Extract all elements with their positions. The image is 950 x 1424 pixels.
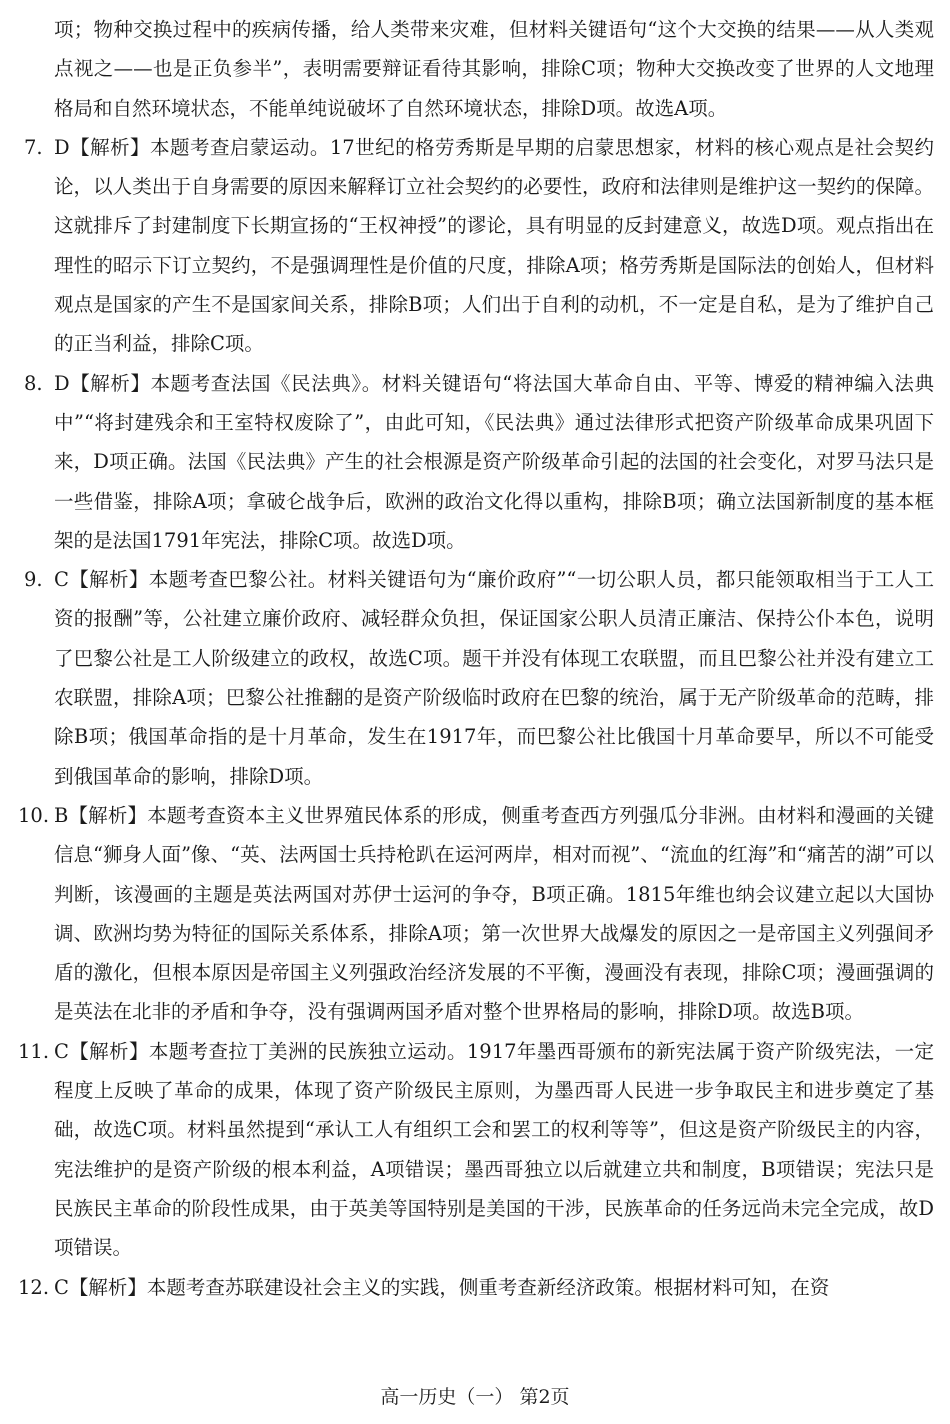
item-number: 11. — [18, 1039, 50, 1063]
answer-item-10 — [18, 796, 934, 1032]
item-number: 7. — [24, 135, 43, 159]
item-text: B【解析】本题考查资本主义世界殖民体系的形成，侧重考查西方列强瓜分非洲。由材料和漫画的关键信息“狮身人面”像、“英、法两国士兵持枪趴在运河两岸，相对而视”、“流血的红海”和“痛苦的湖”可以判断，该漫画的主题是英法两国对苏伊士运河的争夺，B项正确。1815年维也纳会议建立起以大国协调、欧洲均势为特征的国际关系体系，排除A项；第一次世界大战爆发的原因之一是帝国主义列强间矛盾的激化，但根本原因是帝国主义列强政治经济发展的不平衡，漫画没有表现，排除C项；漫画强调的是英法在北非的矛盾和争夺，没有强调两国矛盾对整个世界格局的影响，排除D项。故选B项。 — [54, 803, 934, 1024]
page-footer: 高一历史（一） 第2页 — [380, 1386, 570, 1408]
item-number: 12. — [18, 1275, 50, 1299]
item-text: D【解析】本题考查启蒙运动。17世纪的格劳秀斯是早期的启蒙思想家，材料的核心观点是社会契约论，以人类出于自身需要的原因来解释订立社会契约的必要性，政府和法律则是维护这一契约的保障。这就排斥了封建制度下长期宣扬的“王权神授”的谬论，具有明显的反封建意义，故选D项。观点指出在理性的昭示下订立契约，不是强调理性是价值的尺度，排除A项；格劳秀斯是国际法的创始人，但材料观点是国家的产生不是国家间关系，排除B项；人们出于自利的动机，不一定是自私，是为了维护自己的正当利益，排除C项。 — [54, 135, 934, 356]
item-text: C【解析】本题考查苏联建设社会主义的实践，侧重考查新经济政策。根据材料可知，在资 — [54, 1275, 830, 1299]
answer-item-7 — [24, 128, 934, 364]
answer-item-9 — [24, 560, 934, 796]
item-text: D【解析】本题考查法国《民法典》。材料关键语句“将法国大革命自由、平等、博爱的精神编入法典中”“将封建残余和王室特权废除了”，由此可知，《民法典》通过法律形式把资产阶级革命成果巩固下来，D项正确。法国《民法典》产生的社会根源是资产阶级革命引起的法国的社会变化，对罗马法只是一些借鉴，排除A项；拿破仑战争后，欧洲的政治文化得以重构，排除B项；确立法国新制度的基本框架的是法国1791年宪法，排除C项。故选D项。 — [54, 371, 934, 552]
item-number: 9. — [24, 568, 43, 592]
item-number: 10. — [18, 803, 50, 827]
answer-item-8 — [24, 364, 934, 560]
answer-item-11 — [18, 1032, 934, 1268]
item-number: 8. — [24, 371, 43, 395]
answer-item-12 — [18, 1268, 934, 1307]
item-text: C【解析】本题考查巴黎公社。材料关键语句为“廉价政府”“一切公职人员，都只能领取相当于工人工资的报酬”等，公社建立廉价政府、减轻群众负担，保证国家公职人员清正廉洁、保持公仆本色，说明了巴黎公社是工人阶级建立的政权，故选C项。题干并没有体现工农联盟，而且巴黎公社并没有建立工农联盟，排除A项；巴黎公社推翻的是资产阶级临时政府在巴黎的统治，属于无产阶级革命的范畴，排除B项；俄国革命指的是十月革命，发生在1917年，而巴黎公社比俄国十月革命要早，所以不可能受到俄国革命的影响，排除D项。 — [54, 568, 934, 788]
item-text: C【解析】本题考查拉丁美洲的民族独立运动。1917年墨西哥颁布的新宪法属于资产阶级宪法，一定程度上反映了革命的成果，体现了资产阶级民主原则，为墨西哥人民进一步争取民主和进步奠定了基础，故选C项。材料虽然提到“承认工人有组织工会和罢工的权利等等”，但这是资产阶级民主的内容，宪法维护的是资产阶级的根本利益，A项错误；墨西哥独立以后就建立共和制度，B项错误；宪法只是民族民主革命的阶段性成果，由于英美等国特别是美国的干涉，民族革命的任务远尚未完全完成，故D项错误。 — [54, 1039, 934, 1260]
previous-item-continuation: 项；物种交换过程中的疾病传播，给人类带来灾难，但材料关键语句“这个大交换的结果——从人类观点视之——也是正负参半”，表明需要辩证看待其影响，排除C项；物种大交换改变了世界的人文地理格局和自然环境状态，不能单纯说破坏了自然环境状态，排除D项。故选A项。 — [54, 18, 934, 120]
answer-explanations — [18, 10, 934, 1307]
